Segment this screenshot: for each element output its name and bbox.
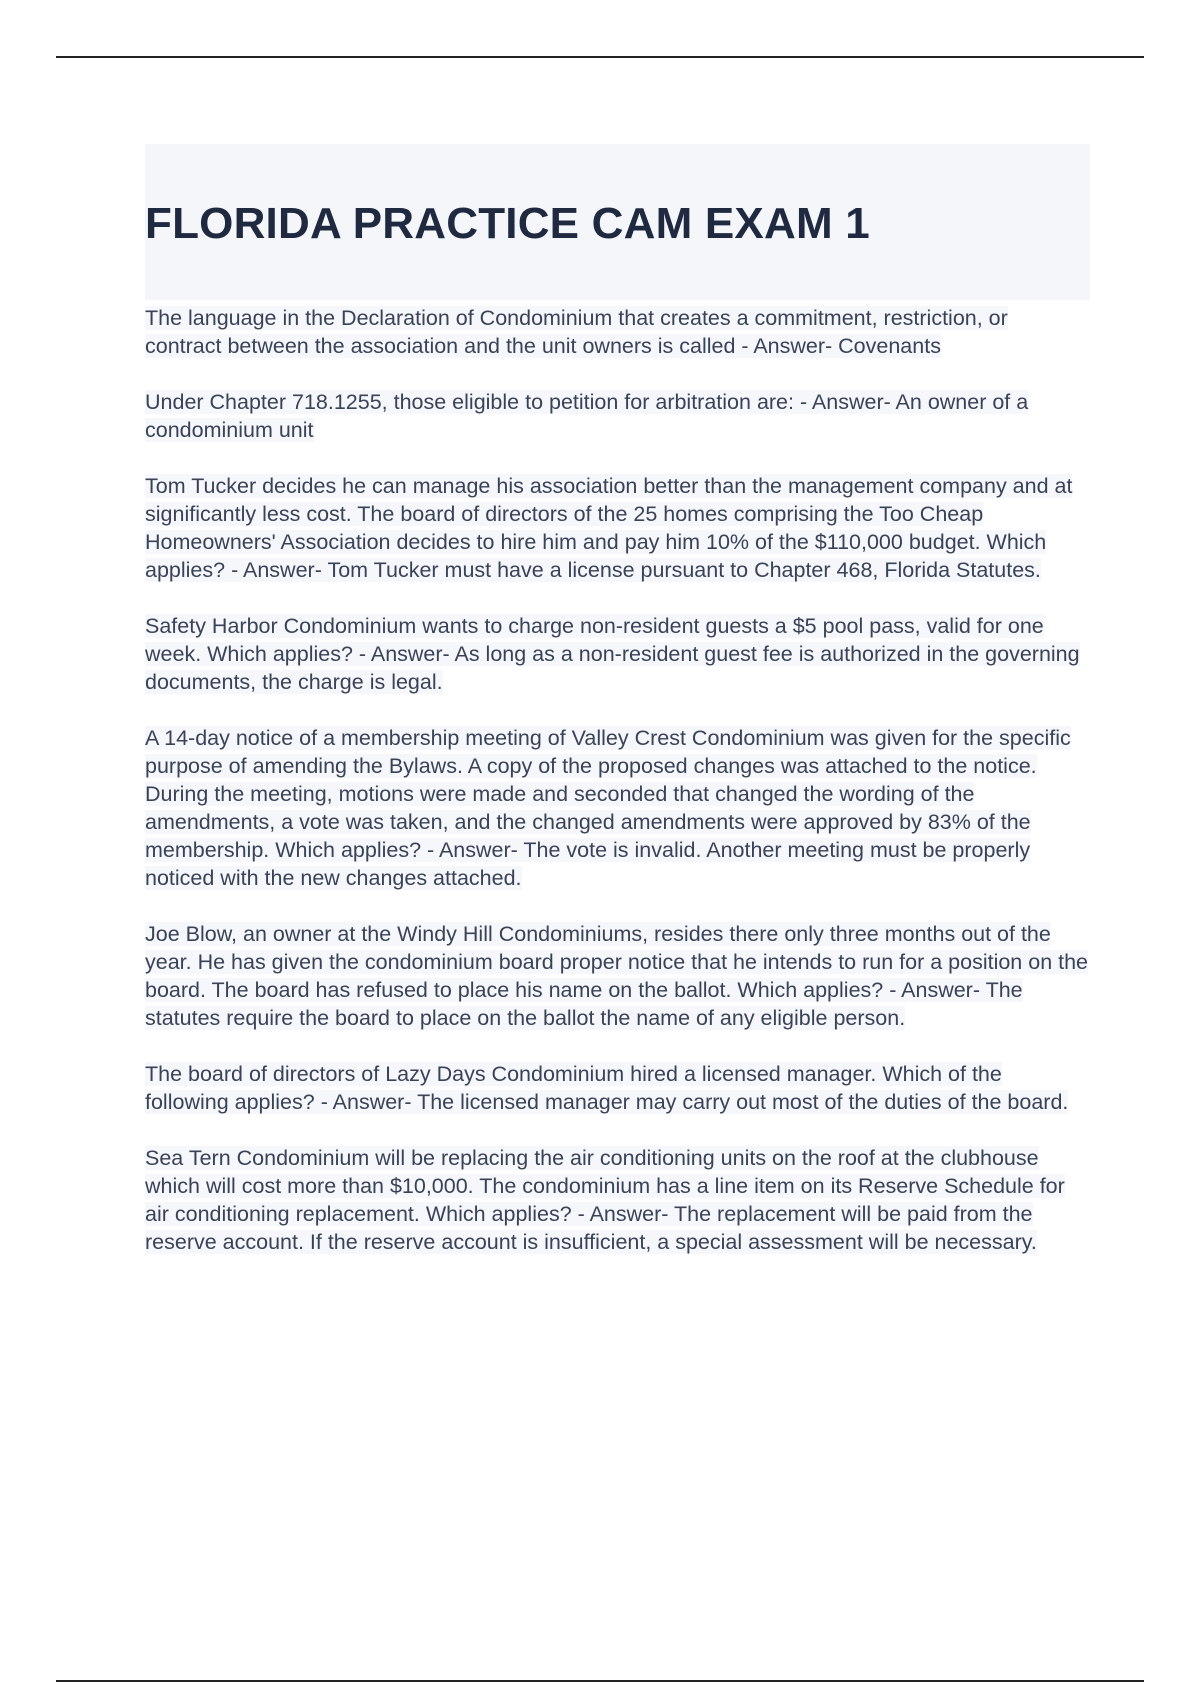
top-rule <box>56 56 1144 58</box>
document-page <box>145 144 1090 1284</box>
question-text: Sea Tern Condominium will be replacing the air conditioning units on the roof at the clubhouse which will cost more than $10,000. The condominium has a line item on its Reserve Schedule for air conditioning replacement. Which applies? - Answer- The replacement will be paid from the reserve account. If the reserve account is insufficient, a special assessment will be necessary. <box>145 1146 1065 1255</box>
question-list <box>145 304 1090 1256</box>
question-text: A 14-day notice of a membership meeting of Valley Crest Condominium was given for the specific purpose of amending the Bylaws. A copy of the proposed changes was attached to the notice. During the meeting, motions were made and seconded that changed the wording of the amendments, a vote was taken, and the changed amendments were approved by 83% of the membership. Which applies? - Answer- The vote is invalid. Another meeting must be properly noticed with the new changes attached. <box>145 726 1071 891</box>
question-text: Tom Tucker decides he can manage his association better than the management company and at significantly less cost. The board of directors of the 25 homes comprising the Too Cheap Homeowners' Association decides to hire him and pay him 10% of the $110,000 budget. Which applies? - Answer- Tom Tucker must have a license pursuant to Chapter 468, Florida Statutes. <box>145 474 1073 583</box>
bottom-rule <box>56 1680 1144 1682</box>
question-item-7 <box>145 1060 1090 1116</box>
title-band <box>145 144 1090 300</box>
question-text: Safety Harbor Condominium wants to charge non-resident guests a $5 pool pass, valid for one week. Which applies? - Answer- As long as a non-resident guest fee is authorized in the governing documents, the charge is legal. <box>145 614 1080 695</box>
question-item-1 <box>145 304 1090 360</box>
question-item-4 <box>145 612 1090 696</box>
question-item-3 <box>145 472 1090 584</box>
question-item-6 <box>145 920 1090 1032</box>
document-title: FLORIDA PRACTICE CAM EXAM 1 <box>145 199 870 248</box>
question-item-2 <box>145 388 1090 444</box>
question-item-8 <box>145 1144 1090 1256</box>
question-text: The language in the Declaration of Condominium that creates a commitment, restriction, or contract between the association and the unit owners is called - Answer- Covenants <box>145 306 1008 359</box>
question-text: Joe Blow, an owner at the Windy Hill Condominiums, resides there only three months out of the year. He has given the condominium board proper notice that he intends to run for a position on the board. The board has refused to place his name on the ballot. Which applies? - Answer- The statutes require the board to place on the ballot the name of any eligible person. <box>145 922 1089 1031</box>
question-text: The board of directors of Lazy Days Condominium hired a licensed manager. Which of the following applies? - Answer- The licensed manager may carry out most of the duties of the board. <box>145 1062 1069 1115</box>
question-text: Under Chapter 718.1255, those eligible to petition for arbitration are: - Answer- An owner of a condominium unit <box>145 390 1029 443</box>
question-item-5 <box>145 724 1090 892</box>
